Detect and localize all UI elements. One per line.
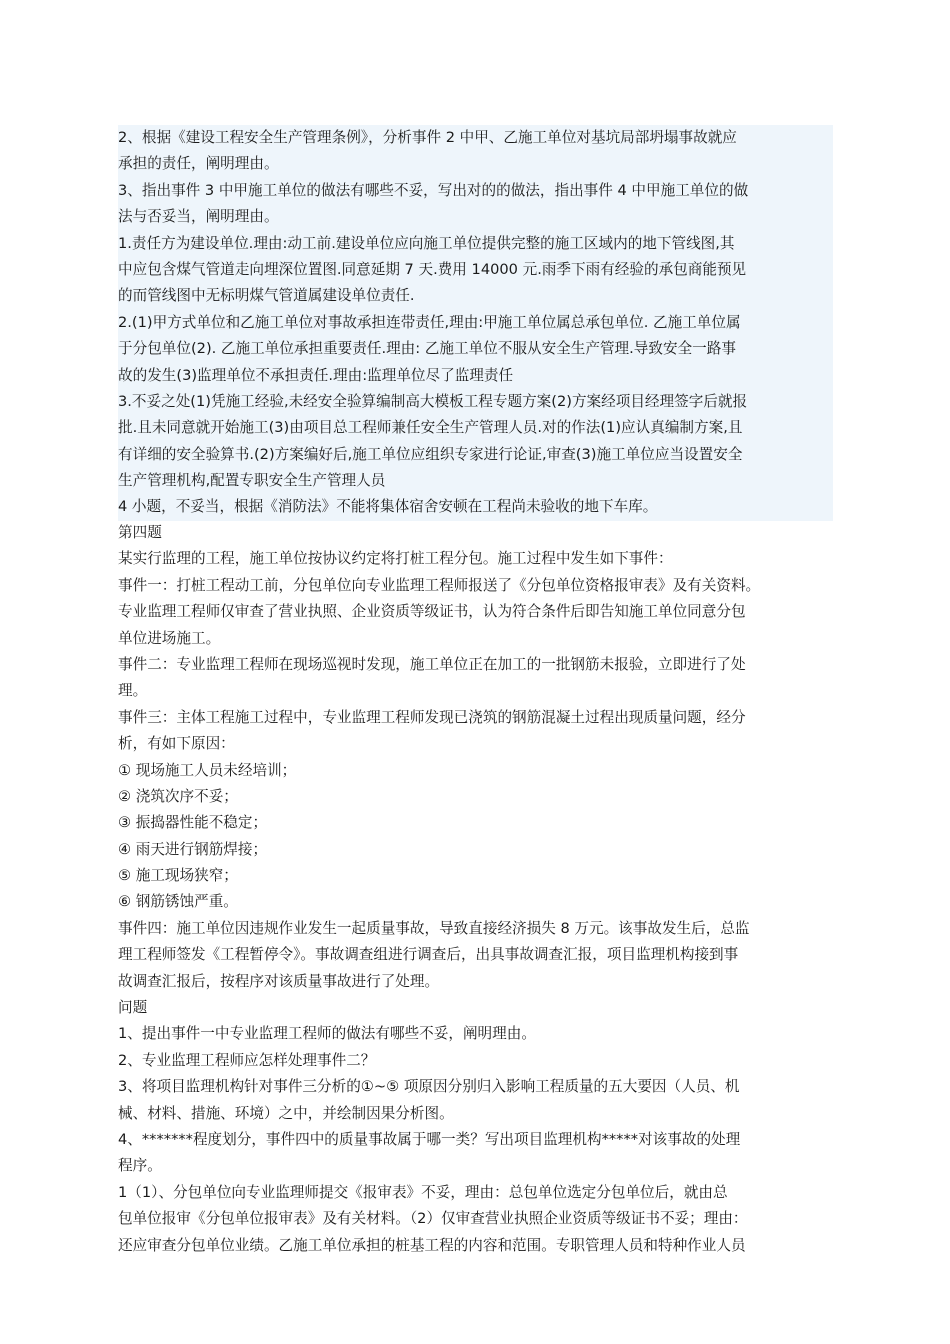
answer-line: 1（1）、分包单位向专业监理师提交《报审表》不妥，理由：总包单位选定分包单位后，就由总 — [118, 1183, 728, 1201]
text-line: 故调查汇报后，按程序对该质量事故进行了处理。 — [118, 972, 440, 990]
answer-section-highlighted — [118, 125, 833, 521]
text-line: 3.不妥之处(1)凭施工经验,未经安全验算编制高大模板工程专题方案(2)方案经项目经理签字后就报 — [118, 392, 748, 410]
list-item: ② 浇筑次序不妥； — [118, 787, 238, 805]
text-line: 承担的责任，阐明理由。 — [118, 155, 279, 173]
text-line: 生产管理机构,配置专职安全生产管理人员 — [118, 472, 386, 490]
text-line: 事件三：主体工程施工过程中，专业监理工程师发现已浇筑的钢筋混凝土过程出现质量问题，经分 — [118, 708, 746, 726]
text-line: 3、指出事件 3 中甲施工单位的做法有哪些不妥，写出对的的做法，指出事件 4 中甲施工单位的做 — [118, 181, 749, 199]
text-line: 析，有如下原因： — [118, 735, 235, 753]
list-item: ③ 振捣器性能不稳定； — [118, 814, 268, 832]
text-line: 2、根据《建设工程安全生产管理条例》，分析事件 2 中甲、乙施工单位对基坑局部坍塌事故就应 — [118, 129, 737, 146]
question-four-section — [118, 520, 833, 1259]
text-line: 法与否妥当，阐明理由。 — [118, 208, 279, 226]
section-heading: 第四题 — [118, 524, 162, 541]
answer-line: 包单位报审《分包单位报审表》及有关材料。（2）仅审查营业执照企业资质等级证书不妥；理由： — [118, 1210, 748, 1228]
text-line: 械、材料、措施、环境）之中，并绘制因果分析图。 — [118, 1104, 454, 1122]
text-line: 于分包单位(2). 乙施工单位承担重要责任.理由: 乙施工单位不服从安全生产管理.导致安全一路事 — [118, 340, 736, 358]
text-line: 程序。 — [118, 1157, 162, 1175]
text-line: 的而管线图中无标明煤气管道属建设单位责任. — [118, 287, 415, 305]
list-item: ⑤ 施工现场狭窄； — [118, 867, 238, 885]
text-line: 理工程师签发《工程暂停令》。事故调查组进行调查后，出具事故调查汇报，项目监理机构接到事 — [118, 946, 739, 964]
text-line: 批.且未同意就开始施工(3)由项目总工程师兼任安全生产管理人员.对的作法(1)应认真编制方案,且 — [118, 419, 743, 437]
text-line: 专业监理工程师仅审查了营业执照、企业资质等级证书，认为符合条件后即告知施工单位同意分包 — [118, 603, 746, 621]
text-line: 理。 — [118, 682, 148, 700]
text-line: 事件二：专业监理工程师在现场巡视时发现，施工单位正在加工的一批钢筋未报验，立即进行了处 — [118, 655, 746, 673]
text-line: 单位进场施工。 — [118, 629, 221, 647]
question-item: 1、提出事件一中专业监理工程师的做法有哪些不妥，阐明理由。 — [118, 1025, 536, 1043]
text-line: 2.(1)甲方式单位和乙施工单位对事故承担连带责任,理由:甲施工单位属总承包单位. 乙施工单位属 — [118, 313, 741, 331]
question-item: 3、将项目监理机构针对事件三分析的①~⑤ 项原因分别归入影响工程质量的五大要因（人员、机 — [118, 1078, 740, 1096]
question-item: 2、专业监理工程师应怎样处理事件二？ — [118, 1051, 376, 1069]
list-item: ① 现场施工人员未经培训； — [118, 761, 297, 779]
text-line: 中应包含煤气管道走向埋深位置图.同意延期 7 天.费用 14000 元.雨季下雨有经验的承包商能预见 — [118, 260, 747, 278]
text-line: 有详细的安全验算书.(2)方案编好后,施工单位应组织专家进行论证,审查(3)施工单位应当设置安全 — [118, 445, 743, 463]
text-line: 1.责任方为建设单位.理由:动工前.建设单位应向施工单位提供完整的施工区域内的地下管线图,其 — [118, 234, 735, 252]
answer-line: 还应审查分包单位业绩。乙施工单位承担的桩基工程的内容和范围。专职管理人员和特种作业人员 — [118, 1236, 746, 1254]
question-item: 4、*******程度划分，事件四中的质量事故属于哪一类？写出项目监理机构*****对该事故的处理 — [118, 1130, 741, 1148]
text-line: 事件一：打桩工程动工前，分包单位向专业监理工程师报送了《分包单位资格报审表》及有关资料。 — [118, 576, 761, 594]
text-line: 4 小题，不妥当，根据《消防法》不能将集体宿舍安顿在工程尚未验收的地下车库。 — [118, 498, 658, 516]
text-line: 事件四：施工单位因违规作业发生一起质量事故，导致直接经济损失 8 万元。该事故发生后，总监 — [118, 919, 750, 937]
text-line: 故的发生(3)监理单位不承担责任.理由:监理单位尽了监理责任 — [118, 366, 514, 384]
list-item: ④ 雨天进行钢筋焊接； — [118, 840, 268, 858]
list-item: ⑥ 钢筋锈蚀严重。 — [118, 893, 238, 911]
subsection-heading: 问题 — [118, 999, 148, 1017]
text-line: 某实行监理的工程，施工单位按协议约定将打桩工程分包。施工过程中发生如下事件： — [118, 550, 673, 568]
